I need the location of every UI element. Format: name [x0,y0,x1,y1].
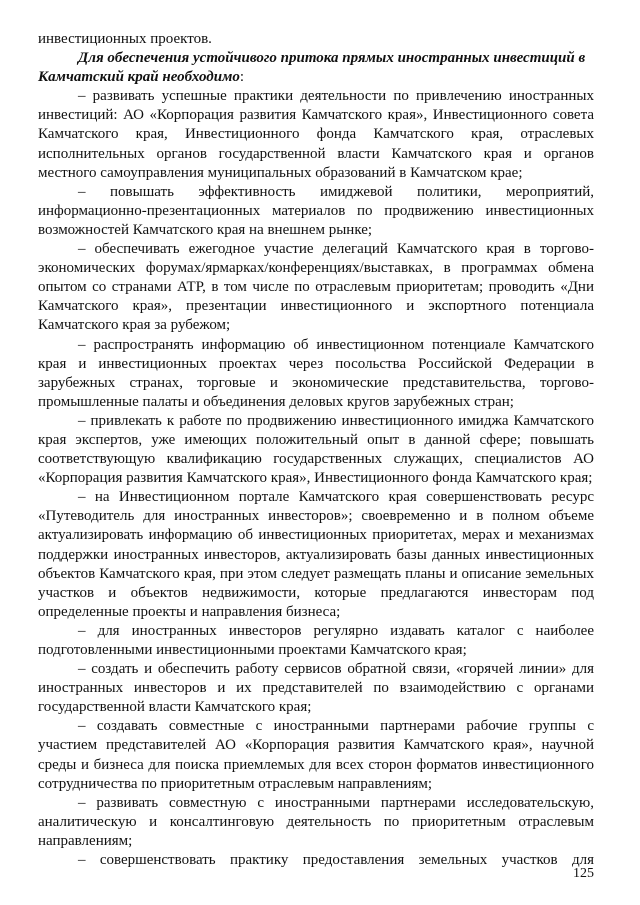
list-item: – обеспечивать ежегодное участие делегаций Камчатского края в торгово-экономических форумах/ярмарках/конференциях/выставках, в программах обмена опытом со странами АТР, в том числе по отраслевым приоритетам; проводить «Дни Камчатского края», презентации инвестиционного и экспортного потенциала Камчатского края за рубежом; [38,241,594,334]
list-item: – на Инвестиционном портале Камчатского края совершенствовать ресурс «Путеводитель для иностранных инвесторов»; своевременно и в полном объеме актуализировать информацию об инвестиционных приоритетах, мерах и механизмах поддержки иностранных инвесторов, актуализировать базы данных инвестиционных объектов Камчатского края, при этом следует размещать планы и описание земельных участков и объектов недвижимости, которые предлагаются инвесторам под определенные проекты и направления бизнеса; [38,489,594,620]
list-item: – распространять информацию об инвестиционном потенциале Камчатского края и инвестиционных проектах через посольства Российской Федерации в зарубежных странах, торговые и экономические представительства, торгово-промышленные палаты и объединения деловых кругов зарубежных стран; [38,336,594,410]
list-item: – создавать совместные с иностранными партнерами рабочие группы с участием представителей АО «Корпорация развития Камчатского края», научной среды и бизнеса для поиска приемлемых для всех сторон форматов инвестиционного сотрудничества по приоритетным отраслевым направлениям; [38,718,594,792]
section-heading [38,49,594,87]
list-item: – для иностранных инвесторов регулярно издавать каталог с наиболее подготовленными инвестиционными проектами Камчатского края; [38,622,594,658]
document-body [38,30,594,870]
list-item: – совершенствовать практику предоставления земельных участков для [78,852,594,869]
list-item: – создать и обеспечить работу сервисов обратной связи, «горячей линии» для иностранных инвесторов и их представителей по взаимодействию с органами государственной власти Камчатского края; [38,661,594,716]
page-number: 125 [573,866,594,881]
list-item: – развивать совместную с иностранными партнерами исследовательскую, аналитическую и консалтинговую деятельность по приоритетным отраслевым направлениям; [38,794,594,849]
section-heading-text: Для обеспечения устойчивого притока прямых иностранных инвестиций в Камчатский край необходимо [38,50,586,86]
lead-paragraph: инвестиционных проектов. [38,31,212,47]
list-item: – развивать успешные практики деятельности по привлечению иностранных инвестиций: АО «Корпорация развития Камчатского края», Инвестиционного совета Камчатского края, Инвестиционного фонда Камчатского края, отраслевых исполнительных органов государственной власти Камчатского края и органов местного самоуправления муниципальных образований в Камчатском крае; [38,88,594,181]
list-item: – повышать эффективность имиджевой политики, мероприятий, информационно-презентационных материалов по продвижению инвестиционных возможностей Камчатского края на внешнем рынке; [38,183,594,238]
list-item: – привлекать к работе по продвижению инвестиционного имиджа Камчатского края экспертов, уже имеющих положительный опыт в данной сфере; повышать соответствующую квалификацию государственных служащих, специалистов АО «Корпорация развития Камчатского края», Инвестиционного фонда Камчатского края; [38,412,594,487]
section-heading-colon: : [239,69,245,86]
